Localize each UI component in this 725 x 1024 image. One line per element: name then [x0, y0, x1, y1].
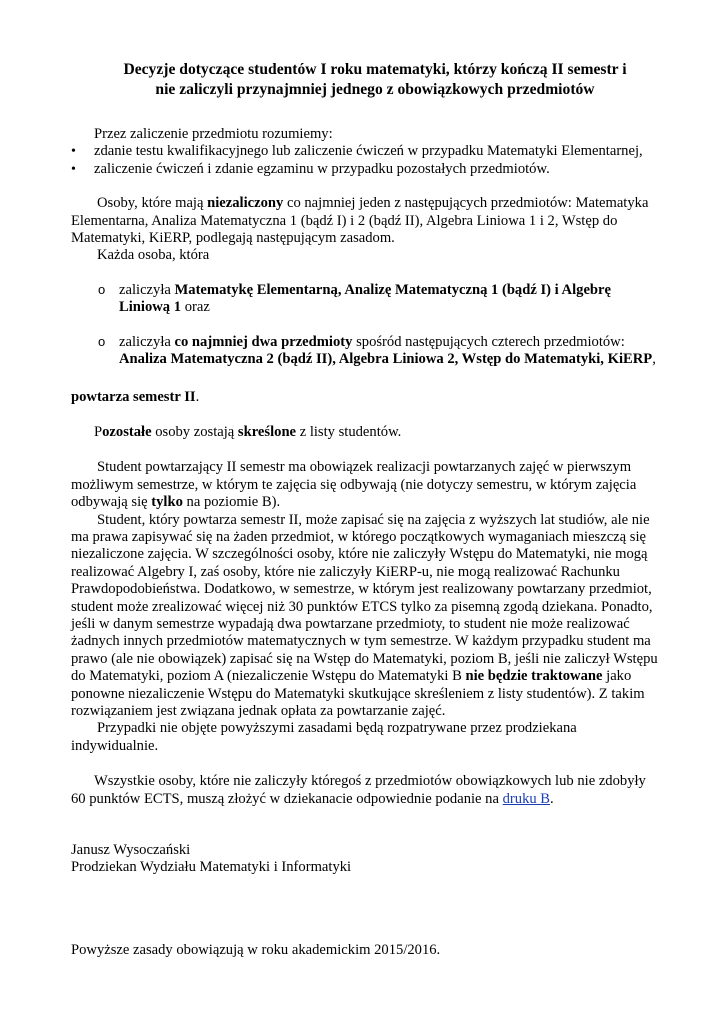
document-page — [71, 60, 661, 959]
repeat-semester-statement — [71, 389, 661, 406]
intro-bullet-list — [71, 143, 661, 178]
emphasis-two-subjects: co najmniej dwa przedmioty — [174, 333, 353, 350]
emphasis-subject-list: Analiza Matematyczna 2 (bądź II), Algebra Liniowa 2, Wstęp do Matematyki, KiERP — [119, 351, 653, 368]
text-run: oraz — [181, 299, 210, 316]
text-run: na poziomie B). — [182, 494, 281, 511]
text-run: spośród następujących czterech przedmiotów: — [352, 333, 625, 350]
text-run: jako ponowne niezaliczenie Wstępu do Matematyki skutkujące skreśleniem z listy studentów). Z takim rozwiązaniem jest związana jednak opłata za powtarzanie zajęć. — [71, 668, 645, 719]
signature-name: Janusz Wysoczański — [71, 842, 191, 858]
condition-lead: Każda osoba, która — [97, 247, 210, 264]
condition-item-1 — [71, 282, 661, 317]
text-run: , — [652, 351, 656, 368]
details-paragraph-3: Przypadki nie objęte powyższymi zasadami będą rozpatrywane przez prodziekana indywidualnie. — [71, 720, 577, 754]
text-run: . — [195, 389, 200, 406]
text-run: Student, który powtarza semestr II, może zapisać się na zajęcia z wyższych lat studiów, ale nie ma prawa zapisywać się na żaden przedmiot, w którego początkowych wymaganiach mieszczą się niezaliczone zajęcia. W szczególności osoby, które nie zaliczyły Wstępu do Matematyki, nie mogą realizować Algebry I, zaś osoby, które nie zaliczyły KiERP-u, nie mogą realizować Rachunku Prawdopodobieństwa. Dodatkowo, w semestrze, w którym jest realizowany powtarzany przedmiot, student może zrealizować więcej niż 30 punktów ETCS tylko za pisemną zgodą dziekana. Ponadto, jeśli w danym semestrze wypadają dwa powtarzane przedmioty, to student nie może realizować żadnych innych przedmiotów matematycznych w tym semestrze. W każdym przypadku student ma prawo (ale nie obowiązek) zapisać się na Wstęp do Matematyki, poziom B, jeśli nie zaliczył Wstępu do Matematyki, poziom A (niezaliczenie Wstępu do Matematyki B — [71, 511, 658, 685]
signature-block — [71, 842, 661, 877]
text-run: P — [94, 423, 103, 440]
emphasis-niezaliczony: niezaliczony — [207, 195, 284, 212]
condition-list — [71, 282, 661, 369]
title-line-2: nie zaliczyli przynajmniej jednego z obowiązkowych przedmiotów — [155, 81, 595, 98]
text-run: Wszystkie osoby, które nie zaliczyły któregoś z przedmiotów obowiązkowych lub nie zdobyły 60 punktów ECTS, muszą złożyć w dziekanacie odpowiednie podanie na — [71, 773, 646, 807]
emphasis-subjects: Matematykę Elementarną, Analizę Matematyczną 1 (bądź I) i Algebrę Liniową 1 — [119, 281, 612, 316]
rules-paragraph — [71, 195, 661, 247]
condition-item-2 — [71, 334, 661, 369]
emphasis-tylko: tylko — [151, 494, 183, 511]
text-run: z listy studentów. — [296, 423, 402, 440]
text-run: powtarza semestr II — [71, 389, 196, 406]
text-run: zaliczyła — [119, 333, 175, 350]
signature-role: Prodziekan Wydziału Matematyki i Informatyki — [71, 859, 352, 876]
page-title — [55, 60, 695, 100]
emphasis-nie-bedzie: nie będzie traktowane — [465, 668, 603, 685]
details-paragraph-1 — [71, 459, 661, 511]
text-run: osoby zostają — [151, 423, 238, 440]
text-run: . — [550, 790, 554, 807]
druk-b-link[interactable]: druku B — [502, 790, 551, 807]
text-run: Student powtarzający II semestr ma obowiązek realizacji powtarzanych zajęć w pierwszym możliwym semestrze, w którym te zajęcia się odbywają (nie dotyczy semestru, w którym zajęcia odbywają się — [71, 459, 637, 511]
list-item: • zaliczenie ćwiczeń i zdanie egzaminu w przypadku pozostałych przedmiotów. — [71, 161, 661, 178]
list-item: • zdanie testu kwalifikacyjnego lub zaliczenie ćwiczeń w przypadku Matematyki Elementarnej, — [71, 143, 661, 160]
title-line-1: Decyzje dotyczące studentów I roku matematyki, którzy kończą II semestr i — [123, 61, 627, 78]
intro-lead: Przez zaliczenie przedmiotu rozumiemy: — [94, 126, 333, 142]
validity-note: Powyższe zasady obowiązują w roku akademickim 2015/2016. — [71, 941, 441, 958]
struck-off-statement — [71, 424, 661, 441]
text-run: zaliczyła — [119, 281, 175, 298]
emphasis-pozostale: ozostałe — [102, 423, 152, 440]
text-run: Osoby, które mają — [97, 195, 208, 212]
details-paragraph-2 — [71, 512, 661, 721]
emphasis-skreslone: skreślone — [237, 423, 297, 440]
contact-paragraph — [71, 773, 661, 808]
text-run: co najmniej jeden z następujących przedmiotów: Matematyka Elementarna, Analiza Matematyczna 1 (bądź I) i 2 (bądź II), Algebra Liniowa 1 i 2, Wstęp do Matematyki, KiERP, podlegają następującym zasadom. — [71, 195, 649, 247]
